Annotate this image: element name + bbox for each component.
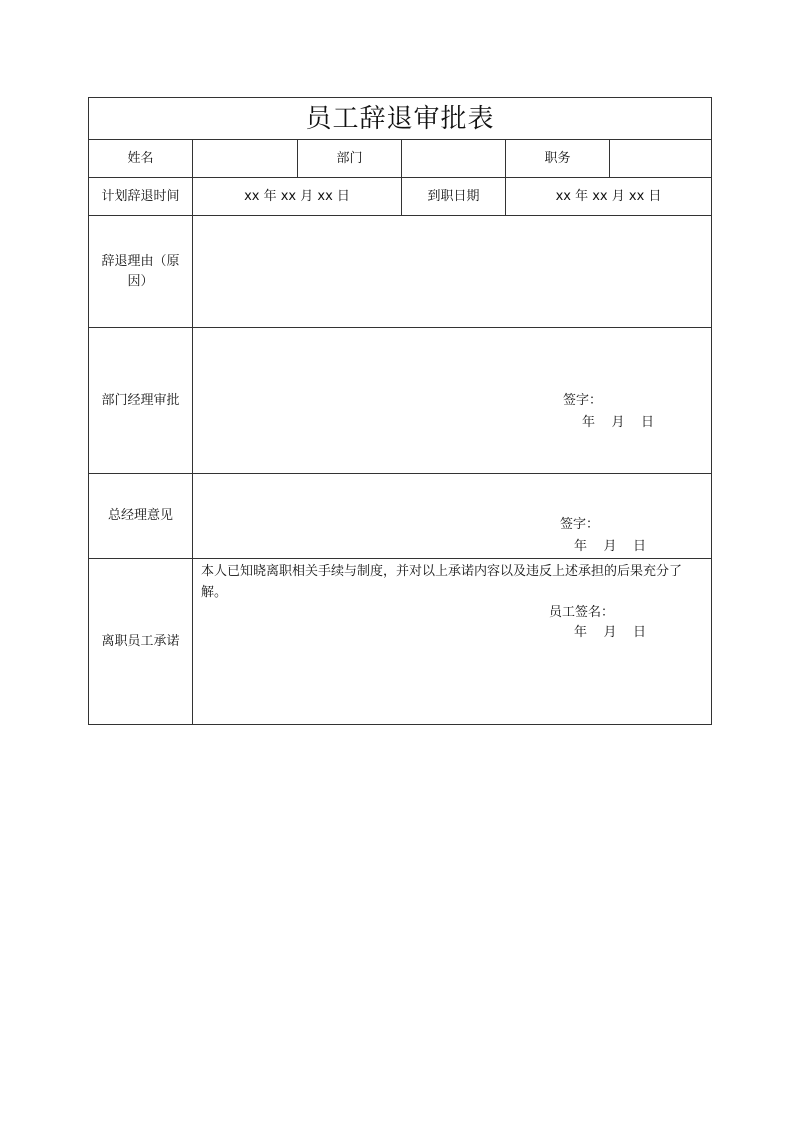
general-manager-date-line: 年 月 日	[574, 539, 647, 554]
dismissal-reason-label: 辞退理由（原因）	[89, 216, 193, 328]
department-label: 部门	[298, 140, 402, 178]
employee-signature-label: 员工签名：	[549, 605, 615, 620]
dept-manager-signature-label: 签字：	[563, 393, 603, 408]
dept-manager-approval-field[interactable]	[193, 328, 711, 474]
hire-date-field[interactable]: xx 年 xx 月 xx 日	[506, 178, 711, 216]
employee-commitment-label: 离职员工承诺	[89, 559, 193, 724]
name-label: 姓名	[89, 140, 193, 178]
employee-signature-date-line: 年 月 日	[574, 625, 647, 640]
commitment-statement: 本人已知晓离职相关手续与制度，并对以上承诺内容以及违反上述承担的后果充分了解。	[201, 564, 683, 600]
resignation-approval-form	[88, 97, 712, 725]
employee-commitment-field[interactable]	[193, 559, 711, 724]
form-title: 员工辞退审批表	[89, 98, 711, 140]
position-label: 职务	[506, 140, 610, 178]
dismissal-reason-field[interactable]	[193, 216, 711, 328]
dept-manager-approval-label: 部门经理审批	[89, 328, 193, 474]
hire-date-label: 到职日期	[402, 178, 506, 216]
general-manager-signature-label: 签字：	[560, 517, 600, 532]
dept-manager-date-line: 年 月 日	[582, 415, 655, 430]
planned-dismissal-date-field[interactable]: xx 年 xx 月 xx 日	[193, 178, 402, 216]
department-field[interactable]	[402, 140, 506, 178]
planned-dismissal-date-label: 计划辞退时间	[89, 178, 193, 216]
name-field[interactable]	[193, 140, 298, 178]
position-field[interactable]	[610, 140, 711, 178]
general-manager-opinion-label: 总经理意见	[89, 474, 193, 559]
general-manager-opinion-field[interactable]	[193, 474, 711, 559]
